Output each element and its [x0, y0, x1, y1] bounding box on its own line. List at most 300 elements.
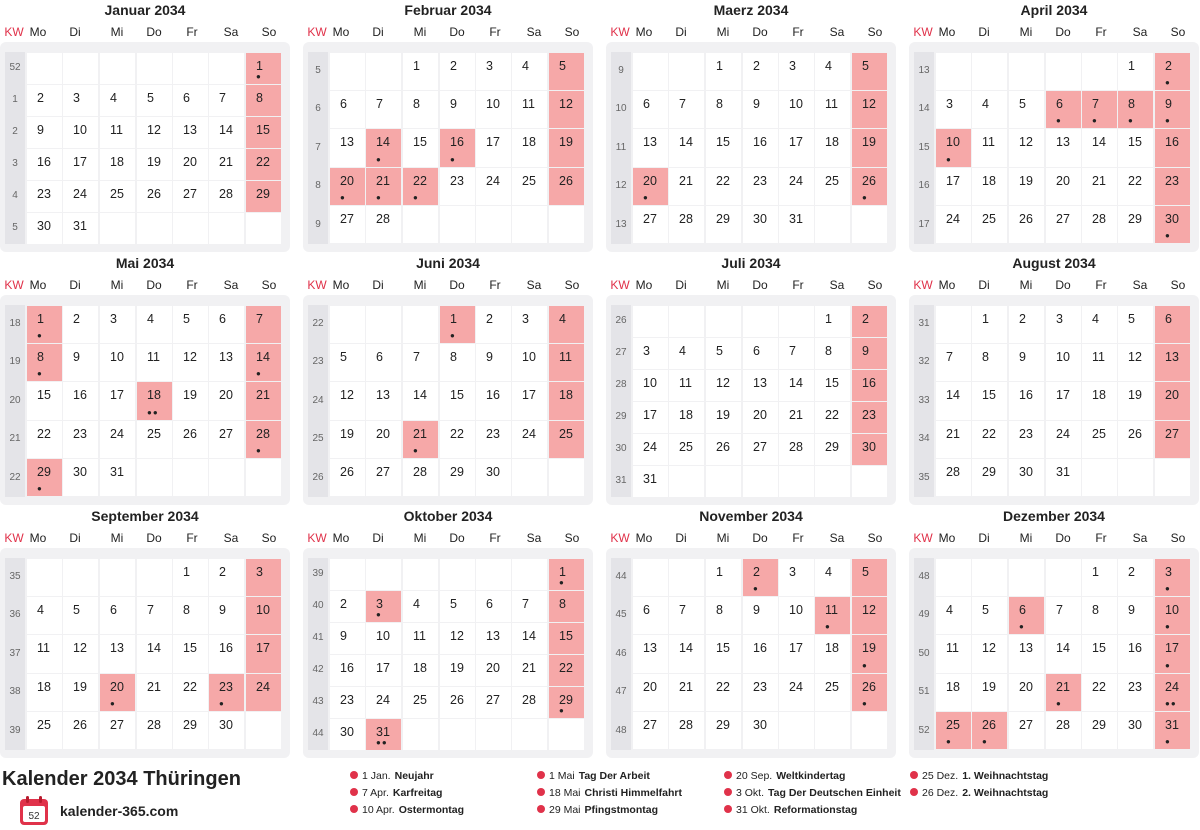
- day-cell[interactable]: [972, 421, 1007, 458]
- day-cell[interactable]: [403, 91, 438, 128]
- day-cell[interactable]: [1046, 344, 1081, 381]
- day-cell[interactable]: [173, 344, 208, 381]
- day-cell[interactable]: [549, 591, 584, 622]
- day-cell[interactable]: [476, 382, 511, 419]
- day-cell[interactable]: [330, 655, 365, 686]
- day-cell[interactable]: [100, 712, 135, 749]
- day-cell[interactable]: [972, 712, 1007, 749]
- day-cell[interactable]: [1082, 129, 1117, 166]
- day-cell[interactable]: [246, 382, 281, 419]
- day-cell[interactable]: [669, 206, 704, 243]
- day-cell[interactable]: [743, 370, 778, 401]
- day-cell[interactable]: [512, 91, 547, 128]
- day-cell[interactable]: [137, 674, 172, 711]
- day-cell[interactable]: [512, 655, 547, 686]
- day-cell[interactable]: [27, 712, 62, 749]
- day-cell[interactable]: [1155, 597, 1190, 634]
- day-cell[interactable]: [246, 85, 281, 116]
- day-cell[interactable]: [403, 655, 438, 686]
- day-cell[interactable]: [330, 382, 365, 419]
- day-cell[interactable]: [1046, 91, 1081, 128]
- day-cell[interactable]: [512, 53, 547, 90]
- day-cell[interactable]: [1046, 597, 1081, 634]
- day-cell[interactable]: [669, 674, 704, 711]
- day-cell[interactable]: [330, 687, 365, 718]
- day-cell[interactable]: [137, 306, 172, 343]
- day-cell[interactable]: [1082, 712, 1117, 749]
- day-cell[interactable]: [1155, 382, 1190, 419]
- day-cell[interactable]: [936, 459, 971, 496]
- day-cell[interactable]: [366, 719, 401, 750]
- day-cell[interactable]: [1082, 168, 1117, 205]
- day-cell[interactable]: [1118, 53, 1153, 90]
- day-cell[interactable]: [669, 129, 704, 166]
- day-cell[interactable]: [27, 344, 62, 381]
- day-cell[interactable]: [366, 655, 401, 686]
- day-cell[interactable]: [852, 402, 887, 433]
- day-cell[interactable]: [1046, 306, 1081, 343]
- day-cell[interactable]: [633, 466, 668, 497]
- day-cell[interactable]: [815, 129, 850, 166]
- day-cell[interactable]: [209, 712, 244, 749]
- day-cell[interactable]: [173, 382, 208, 419]
- day-cell[interactable]: [1046, 635, 1081, 672]
- day-cell[interactable]: [1155, 421, 1190, 458]
- day-cell[interactable]: [63, 344, 98, 381]
- day-cell[interactable]: [173, 635, 208, 672]
- day-cell[interactable]: [209, 85, 244, 116]
- day-cell[interactable]: [1009, 459, 1044, 496]
- day-cell[interactable]: [476, 53, 511, 90]
- day-cell[interactable]: [1118, 91, 1153, 128]
- day-cell[interactable]: [1009, 129, 1044, 166]
- day-cell[interactable]: [936, 635, 971, 672]
- day-cell[interactable]: [1118, 712, 1153, 749]
- day-cell[interactable]: [1082, 597, 1117, 634]
- day-cell[interactable]: [743, 91, 778, 128]
- day-cell[interactable]: [852, 370, 887, 401]
- day-cell[interactable]: [173, 421, 208, 458]
- day-cell[interactable]: [63, 597, 98, 634]
- day-cell[interactable]: [706, 91, 741, 128]
- day-cell[interactable]: [137, 597, 172, 634]
- day-cell[interactable]: [669, 370, 704, 401]
- day-cell[interactable]: [1009, 306, 1044, 343]
- day-cell[interactable]: [403, 344, 438, 381]
- day-cell[interactable]: [476, 129, 511, 166]
- day-cell[interactable]: [706, 559, 741, 596]
- day-cell[interactable]: [669, 635, 704, 672]
- day-cell[interactable]: [1155, 53, 1190, 90]
- day-cell[interactable]: [1155, 206, 1190, 243]
- day-cell[interactable]: [512, 591, 547, 622]
- day-cell[interactable]: [1046, 674, 1081, 711]
- day-cell[interactable]: [815, 168, 850, 205]
- day-cell[interactable]: [1009, 91, 1044, 128]
- day-cell[interactable]: [137, 382, 172, 419]
- day-cell[interactable]: [936, 168, 971, 205]
- day-cell[interactable]: [743, 168, 778, 205]
- day-cell[interactable]: [852, 91, 887, 128]
- day-cell[interactable]: [366, 382, 401, 419]
- day-cell[interactable]: [209, 635, 244, 672]
- day-cell[interactable]: [137, 635, 172, 672]
- day-cell[interactable]: [779, 168, 814, 205]
- day-cell[interactable]: [936, 712, 971, 749]
- day-cell[interactable]: [852, 168, 887, 205]
- day-cell[interactable]: [476, 591, 511, 622]
- day-cell[interactable]: [137, 117, 172, 148]
- day-cell[interactable]: [1046, 421, 1081, 458]
- day-cell[interactable]: [100, 149, 135, 180]
- day-cell[interactable]: [1009, 382, 1044, 419]
- day-cell[interactable]: [173, 712, 208, 749]
- day-cell[interactable]: [63, 635, 98, 672]
- day-cell[interactable]: [476, 655, 511, 686]
- day-cell[interactable]: [936, 597, 971, 634]
- day-cell[interactable]: [1009, 712, 1044, 749]
- day-cell[interactable]: [1009, 674, 1044, 711]
- day-cell[interactable]: [549, 687, 584, 718]
- day-cell[interactable]: [815, 370, 850, 401]
- day-cell[interactable]: [1155, 344, 1190, 381]
- day-cell[interactable]: [440, 306, 475, 343]
- day-cell[interactable]: [100, 344, 135, 381]
- day-cell[interactable]: [706, 370, 741, 401]
- day-cell[interactable]: [1046, 382, 1081, 419]
- day-cell[interactable]: [706, 635, 741, 672]
- day-cell[interactable]: [1046, 712, 1081, 749]
- day-cell[interactable]: [972, 635, 1007, 672]
- day-cell[interactable]: [330, 719, 365, 750]
- day-cell[interactable]: [403, 53, 438, 90]
- day-cell[interactable]: [27, 213, 62, 244]
- day-cell[interactable]: [366, 623, 401, 654]
- day-cell[interactable]: [440, 344, 475, 381]
- day-cell[interactable]: [63, 459, 98, 496]
- day-cell[interactable]: [633, 597, 668, 634]
- day-cell[interactable]: [440, 421, 475, 458]
- day-cell[interactable]: [633, 338, 668, 369]
- day-cell[interactable]: [743, 674, 778, 711]
- day-cell[interactable]: [209, 597, 244, 634]
- day-cell[interactable]: [209, 181, 244, 212]
- day-cell[interactable]: [512, 168, 547, 205]
- day-cell[interactable]: [100, 85, 135, 116]
- day-cell[interactable]: [936, 344, 971, 381]
- day-cell[interactable]: [440, 91, 475, 128]
- day-cell[interactable]: [706, 597, 741, 634]
- day-cell[interactable]: [27, 597, 62, 634]
- day-cell[interactable]: [779, 370, 814, 401]
- day-cell[interactable]: [706, 434, 741, 465]
- day-cell[interactable]: [743, 559, 778, 596]
- day-cell[interactable]: [936, 91, 971, 128]
- day-cell[interactable]: [512, 623, 547, 654]
- day-cell[interactable]: [852, 635, 887, 672]
- day-cell[interactable]: [330, 421, 365, 458]
- day-cell[interactable]: [476, 91, 511, 128]
- day-cell[interactable]: [936, 206, 971, 243]
- day-cell[interactable]: [743, 53, 778, 90]
- day-cell[interactable]: [137, 421, 172, 458]
- day-cell[interactable]: [633, 712, 668, 749]
- day-cell[interactable]: [1155, 635, 1190, 672]
- day-cell[interactable]: [1118, 306, 1153, 343]
- day-cell[interactable]: [209, 306, 244, 343]
- day-cell[interactable]: [549, 129, 584, 166]
- day-cell[interactable]: [549, 382, 584, 419]
- day-cell[interactable]: [1082, 91, 1117, 128]
- day-cell[interactable]: [549, 53, 584, 90]
- day-cell[interactable]: [246, 559, 281, 596]
- day-cell[interactable]: [476, 623, 511, 654]
- day-cell[interactable]: [936, 421, 971, 458]
- day-cell[interactable]: [706, 206, 741, 243]
- day-cell[interactable]: [1046, 206, 1081, 243]
- day-cell[interactable]: [1118, 168, 1153, 205]
- day-cell[interactable]: [743, 712, 778, 749]
- day-cell[interactable]: [63, 382, 98, 419]
- day-cell[interactable]: [366, 421, 401, 458]
- day-cell[interactable]: [137, 712, 172, 749]
- day-cell[interactable]: [972, 459, 1007, 496]
- day-cell[interactable]: [173, 149, 208, 180]
- day-cell[interactable]: [1155, 129, 1190, 166]
- day-cell[interactable]: [972, 306, 1007, 343]
- day-cell[interactable]: [366, 344, 401, 381]
- day-cell[interactable]: [972, 344, 1007, 381]
- day-cell[interactable]: [173, 181, 208, 212]
- day-cell[interactable]: [27, 674, 62, 711]
- day-cell[interactable]: [706, 168, 741, 205]
- day-cell[interactable]: [330, 591, 365, 622]
- day-cell[interactable]: [512, 382, 547, 419]
- day-cell[interactable]: [1082, 344, 1117, 381]
- day-cell[interactable]: [852, 306, 887, 337]
- day-cell[interactable]: [779, 559, 814, 596]
- day-cell[interactable]: [173, 85, 208, 116]
- day-cell[interactable]: [246, 53, 281, 84]
- day-cell[interactable]: [1155, 306, 1190, 343]
- day-cell[interactable]: [403, 459, 438, 496]
- day-cell[interactable]: [512, 687, 547, 718]
- day-cell[interactable]: [209, 149, 244, 180]
- day-cell[interactable]: [476, 687, 511, 718]
- day-cell[interactable]: [246, 421, 281, 458]
- day-cell[interactable]: [440, 382, 475, 419]
- day-cell[interactable]: [209, 117, 244, 148]
- day-cell[interactable]: [63, 306, 98, 343]
- day-cell[interactable]: [100, 635, 135, 672]
- day-cell[interactable]: [936, 674, 971, 711]
- day-cell[interactable]: [972, 129, 1007, 166]
- day-cell[interactable]: [852, 674, 887, 711]
- day-cell[interactable]: [330, 206, 365, 243]
- day-cell[interactable]: [366, 91, 401, 128]
- day-cell[interactable]: [512, 344, 547, 381]
- day-cell[interactable]: [936, 129, 971, 166]
- day-cell[interactable]: [815, 635, 850, 672]
- day-cell[interactable]: [330, 168, 365, 205]
- day-cell[interactable]: [330, 129, 365, 166]
- day-cell[interactable]: [1082, 306, 1117, 343]
- day-cell[interactable]: [27, 149, 62, 180]
- day-cell[interactable]: [852, 338, 887, 369]
- day-cell[interactable]: [100, 117, 135, 148]
- day-cell[interactable]: [669, 402, 704, 433]
- day-cell[interactable]: [27, 459, 62, 496]
- day-cell[interactable]: [27, 117, 62, 148]
- day-cell[interactable]: [330, 623, 365, 654]
- day-cell[interactable]: [366, 206, 401, 243]
- day-cell[interactable]: [815, 53, 850, 90]
- day-cell[interactable]: [440, 129, 475, 166]
- day-cell[interactable]: [669, 338, 704, 369]
- day-cell[interactable]: [246, 344, 281, 381]
- day-cell[interactable]: [1155, 91, 1190, 128]
- day-cell[interactable]: [137, 85, 172, 116]
- day-cell[interactable]: [1155, 168, 1190, 205]
- day-cell[interactable]: [1082, 421, 1117, 458]
- day-cell[interactable]: [403, 623, 438, 654]
- day-cell[interactable]: [706, 53, 741, 90]
- day-cell[interactable]: [1009, 635, 1044, 672]
- day-cell[interactable]: [137, 344, 172, 381]
- day-cell[interactable]: [706, 674, 741, 711]
- day-cell[interactable]: [440, 459, 475, 496]
- day-cell[interactable]: [173, 117, 208, 148]
- day-cell[interactable]: [633, 635, 668, 672]
- day-cell[interactable]: [366, 459, 401, 496]
- day-cell[interactable]: [972, 382, 1007, 419]
- day-cell[interactable]: [476, 168, 511, 205]
- day-cell[interactable]: [246, 635, 281, 672]
- day-cell[interactable]: [173, 597, 208, 634]
- day-cell[interactable]: [852, 53, 887, 90]
- day-cell[interactable]: [1118, 344, 1153, 381]
- day-cell[interactable]: [1082, 382, 1117, 419]
- day-cell[interactable]: [440, 655, 475, 686]
- day-cell[interactable]: [972, 168, 1007, 205]
- day-cell[interactable]: [246, 149, 281, 180]
- day-cell[interactable]: [549, 344, 584, 381]
- day-cell[interactable]: [330, 344, 365, 381]
- day-cell[interactable]: [173, 306, 208, 343]
- day-cell[interactable]: [852, 129, 887, 166]
- day-cell[interactable]: [209, 559, 244, 596]
- day-cell[interactable]: [779, 91, 814, 128]
- day-cell[interactable]: [476, 306, 511, 343]
- day-cell[interactable]: [1118, 559, 1153, 596]
- day-cell[interactable]: [972, 597, 1007, 634]
- day-cell[interactable]: [476, 421, 511, 458]
- day-cell[interactable]: [512, 129, 547, 166]
- day-cell[interactable]: [440, 623, 475, 654]
- day-cell[interactable]: [852, 597, 887, 634]
- day-cell[interactable]: [549, 306, 584, 343]
- day-cell[interactable]: [403, 591, 438, 622]
- day-cell[interactable]: [63, 181, 98, 212]
- day-cell[interactable]: [173, 559, 208, 596]
- day-cell[interactable]: [27, 306, 62, 343]
- day-cell[interactable]: [100, 459, 135, 496]
- day-cell[interactable]: [972, 91, 1007, 128]
- day-cell[interactable]: [1118, 206, 1153, 243]
- day-cell[interactable]: [815, 434, 850, 465]
- day-cell[interactable]: [972, 674, 1007, 711]
- day-cell[interactable]: [815, 674, 850, 711]
- day-cell[interactable]: [669, 168, 704, 205]
- day-cell[interactable]: [512, 306, 547, 343]
- day-cell[interactable]: [173, 674, 208, 711]
- day-cell[interactable]: [815, 597, 850, 634]
- day-cell[interactable]: [476, 344, 511, 381]
- day-cell[interactable]: [63, 117, 98, 148]
- day-cell[interactable]: [549, 168, 584, 205]
- day-cell[interactable]: [246, 597, 281, 634]
- day-cell[interactable]: [669, 434, 704, 465]
- day-cell[interactable]: [815, 402, 850, 433]
- day-cell[interactable]: [633, 402, 668, 433]
- day-cell[interactable]: [440, 687, 475, 718]
- day-cell[interactable]: [63, 674, 98, 711]
- day-cell[interactable]: [1009, 421, 1044, 458]
- day-cell[interactable]: [1155, 712, 1190, 749]
- day-cell[interactable]: [936, 382, 971, 419]
- day-cell[interactable]: [366, 591, 401, 622]
- day-cell[interactable]: [100, 181, 135, 212]
- day-cell[interactable]: [403, 129, 438, 166]
- day-cell[interactable]: [1046, 459, 1081, 496]
- day-cell[interactable]: [137, 149, 172, 180]
- day-cell[interactable]: [246, 117, 281, 148]
- day-cell[interactable]: [27, 85, 62, 116]
- day-cell[interactable]: [440, 168, 475, 205]
- day-cell[interactable]: [706, 338, 741, 369]
- day-cell[interactable]: [815, 559, 850, 596]
- day-cell[interactable]: [706, 712, 741, 749]
- day-cell[interactable]: [330, 91, 365, 128]
- day-cell[interactable]: [209, 344, 244, 381]
- day-cell[interactable]: [743, 206, 778, 243]
- day-cell[interactable]: [743, 338, 778, 369]
- day-cell[interactable]: [1118, 421, 1153, 458]
- day-cell[interactable]: [706, 129, 741, 166]
- day-cell[interactable]: [246, 674, 281, 711]
- day-cell[interactable]: [209, 674, 244, 711]
- day-cell[interactable]: [27, 421, 62, 458]
- day-cell[interactable]: [706, 402, 741, 433]
- day-cell[interactable]: [972, 206, 1007, 243]
- day-cell[interactable]: [815, 306, 850, 337]
- day-cell[interactable]: [633, 370, 668, 401]
- day-cell[interactable]: [549, 655, 584, 686]
- day-cell[interactable]: [669, 91, 704, 128]
- day-cell[interactable]: [440, 53, 475, 90]
- day-cell[interactable]: [1118, 129, 1153, 166]
- day-cell[interactable]: [403, 421, 438, 458]
- day-cell[interactable]: [1082, 635, 1117, 672]
- day-cell[interactable]: [209, 382, 244, 419]
- day-cell[interactable]: [633, 434, 668, 465]
- day-cell[interactable]: [330, 459, 365, 496]
- day-cell[interactable]: [743, 402, 778, 433]
- day-cell[interactable]: [403, 687, 438, 718]
- day-cell[interactable]: [633, 129, 668, 166]
- day-cell[interactable]: [1118, 382, 1153, 419]
- day-cell[interactable]: [440, 591, 475, 622]
